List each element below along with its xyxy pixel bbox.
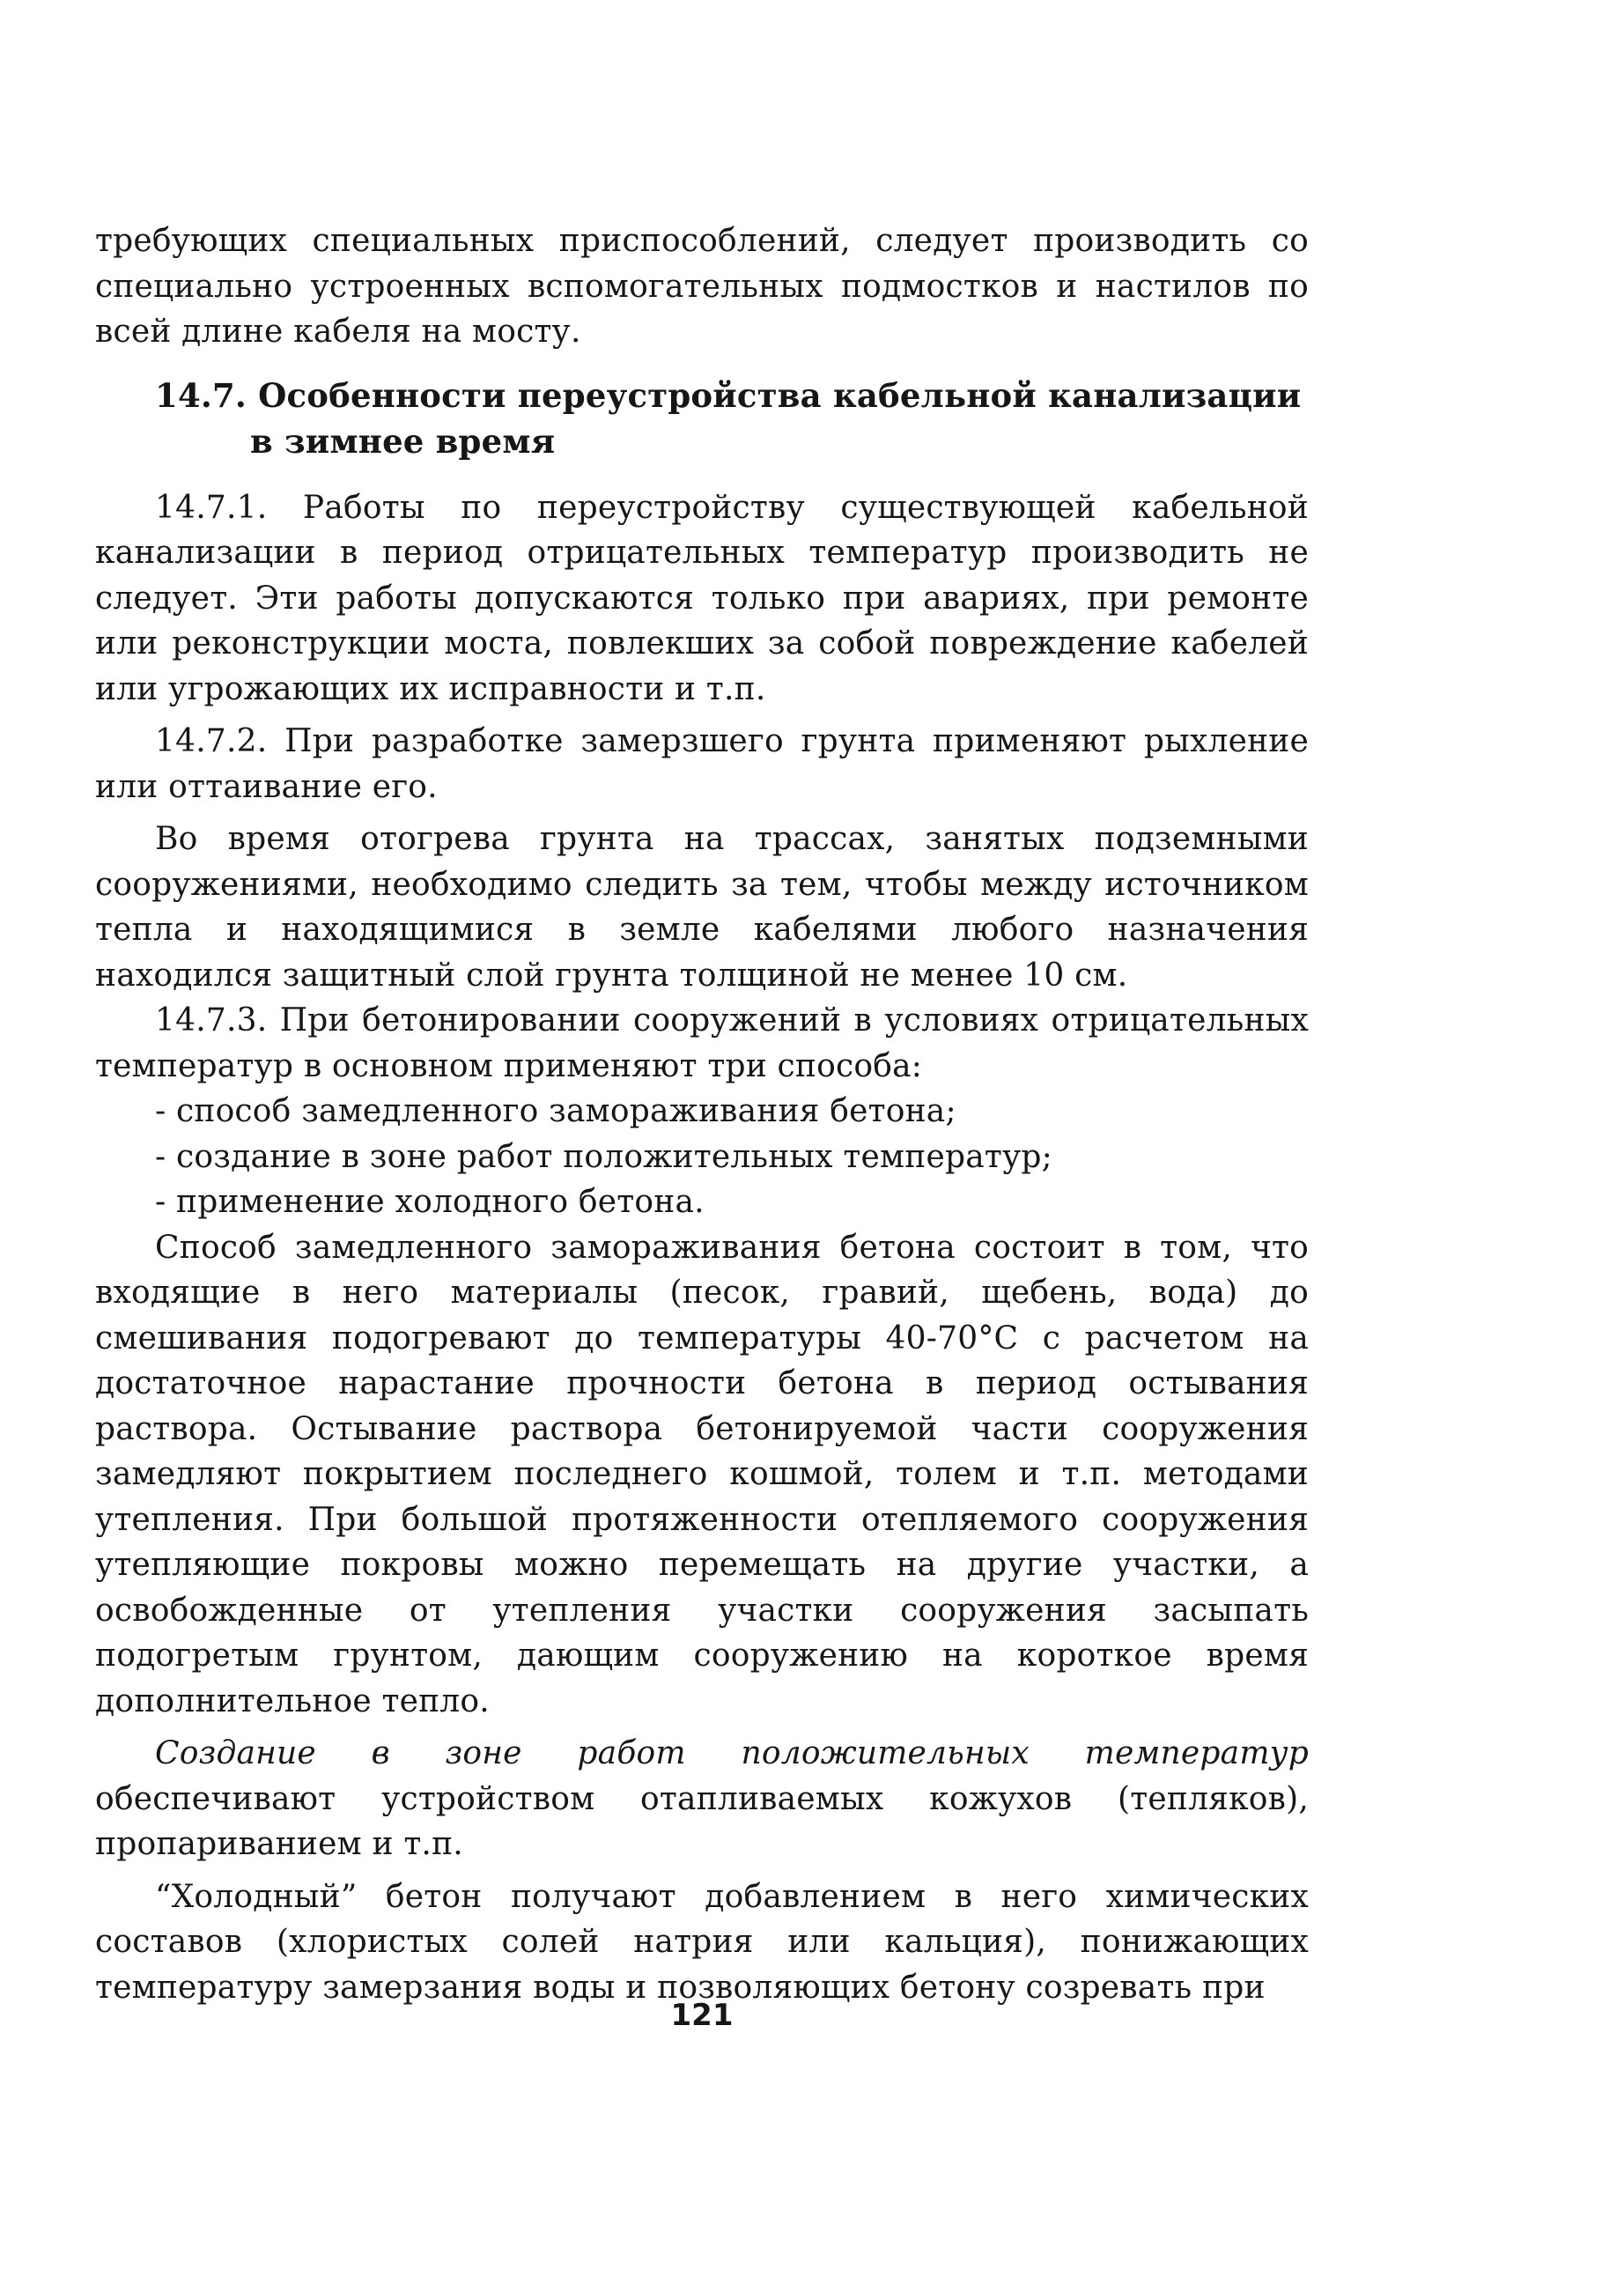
paragraph-continuation: обеспечивают устройством отапливаемых кожухов (тепляков), пропариванием и т.п.: [95, 1780, 1309, 1862]
paragraph-14-7-1: 14.7.1. Работы по переустройству существующей кабельной канализации в период отрицательных температур производить не следует. Эти работы допускаются только при авариях, при ремонте или реконструкции моста, повлекших за собой повреждение кабелей или угрожающих их исправности и т.п.: [95, 489, 1309, 707]
paragraph-14-7-3: 14.7.3. При бетонировании сооружений в условиях отрицательных температур в основном применяют три способа:: [95, 1002, 1309, 1084]
method-item: - применение холодного бетона.: [155, 1184, 705, 1220]
paragraph-warming: Во время отогрева грунта на трассах, занятых подземными сооружениями, необходимо следить за тем, чтобы между источником тепла и находящимися в земле кабелями любого назначения находился защитный слой грунта толщиной не менее 10 см.: [95, 821, 1309, 994]
section-heading-line1: 14.7. Особенности переустройства кабельной канализации: [155, 375, 1302, 415]
section-heading: [155, 373, 1309, 464]
section-heading-line2: в зимнее время: [250, 421, 556, 461]
italic-phrase: Создание в зоне работ положительных температур: [155, 1735, 1309, 1771]
paragraph-slow-freezing: Способ замедленного замораживания бетона состоит в том, что входящие в него материалы (песок, гравий, щебень, вода) до смешивания подогревают до температуры 40-70°С с расчетом на достаточное нарастание прочности бетона в период остывания раствора. Остывание раствора бетонируемой части сооружения замедляют покрытием последнего кошмой, толем и т.п. методами утепления. При большой протяженности отепляемого сооружения утепляющие покровы можно перемещать на другие участки, а освобожденные от утепления участки сооружения засыпать подогретым грунтом, дающим сооружению на короткое время дополнительное тепло.: [95, 1229, 1309, 1719]
method-item: - способ замедленного замораживания бетона;: [155, 1093, 956, 1129]
paragraph-14-7-2: 14.7.2. При разработке замерзшего грунта применяют рыхление или оттаивание его.: [95, 723, 1309, 805]
method-item: - создание в зоне работ положительных температур;: [155, 1138, 1052, 1175]
page-number: 121: [670, 1998, 734, 2033]
page-body: [95, 218, 1309, 2010]
paragraph-cold-concrete: “Холодный” бетон получают добавлением в него химических составов (хлористых солей натрия или кальция), понижающих температуру замерзания воды и позволяющих бетону созревать при: [95, 1878, 1309, 2006]
paragraph-positive-temperatures: [95, 1731, 1309, 1867]
intro-paragraph: требующих специальных приспособлений, следует производить со специально устроенных вспомогательных подмостков и настилов по всей длине кабеля на мосту.: [95, 223, 1309, 350]
